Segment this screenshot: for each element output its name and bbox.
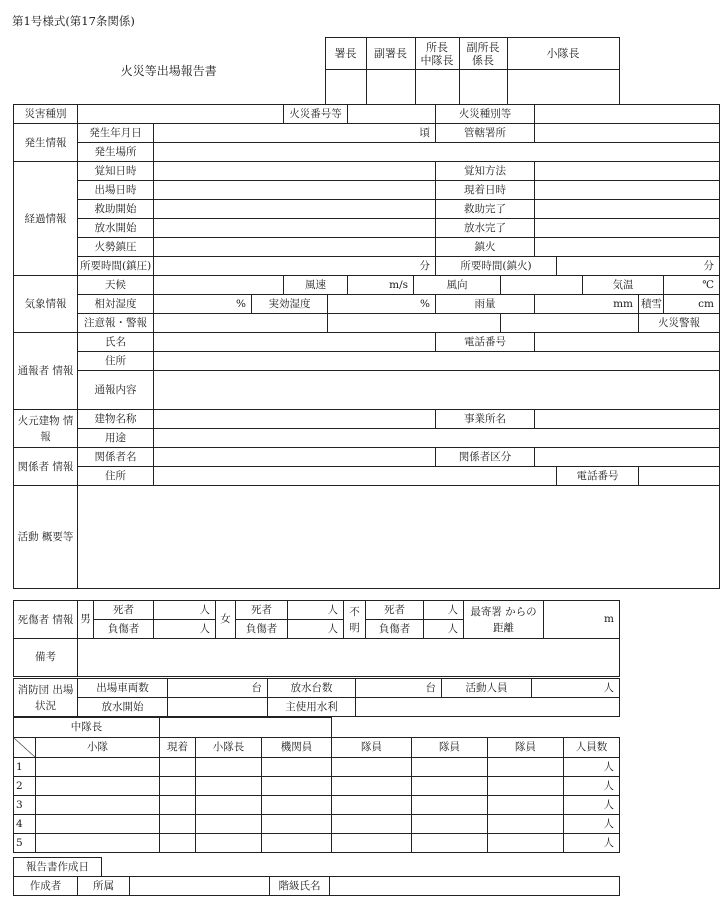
corps-water-source-field[interactable] bbox=[356, 698, 620, 717]
units-header-7: 人員数 bbox=[564, 738, 620, 758]
rel-humidity-field[interactable]: % bbox=[154, 295, 252, 314]
corps-pumps-field[interactable]: 台 bbox=[356, 679, 442, 698]
unit-cell-field[interactable] bbox=[36, 815, 160, 834]
reporter-section-label: 通報者 情報 bbox=[14, 333, 78, 410]
rainfall-field[interactable]: mm bbox=[535, 295, 639, 314]
unit-cell-field[interactable] bbox=[488, 758, 564, 777]
rescue-end-field[interactable] bbox=[535, 200, 720, 219]
female-dead-label: 死者 bbox=[236, 601, 288, 620]
stamp-label-deputy-chief: 副署長 bbox=[366, 38, 415, 70]
wind-direction-field[interactable] bbox=[501, 276, 583, 295]
unit-cell-field[interactable] bbox=[262, 815, 332, 834]
stamp-label-station-head: 所長 中隊長 bbox=[415, 38, 459, 70]
wind-speed-field[interactable]: m/s bbox=[348, 276, 414, 295]
stamp-label-deputy-station-head: 副所長 係長 bbox=[459, 38, 507, 70]
office-name-field[interactable] bbox=[535, 410, 720, 429]
corps-members-field[interactable]: 人 bbox=[532, 679, 620, 698]
distance-field[interactable]: m bbox=[544, 601, 620, 639]
unit-row bbox=[14, 834, 620, 853]
unit-cell-field[interactable] bbox=[262, 834, 332, 853]
unit-cell-field[interactable] bbox=[196, 777, 262, 796]
related-party-name-field[interactable] bbox=[154, 448, 436, 467]
unit-row bbox=[14, 796, 620, 815]
unit-headcount-field[interactable]: 人 bbox=[564, 758, 620, 777]
report-title: 火災等出場報告書 bbox=[120, 63, 217, 78]
eff-humidity-label: 実効湿度 bbox=[252, 295, 328, 314]
reporter-phone-label: 電話番号 bbox=[436, 333, 535, 352]
unit-cell-field[interactable] bbox=[196, 834, 262, 853]
unknown-dead-field[interactable]: 人 bbox=[424, 601, 464, 620]
related-party-address-field[interactable] bbox=[154, 467, 557, 486]
rank-name-label: 階級氏名 bbox=[270, 877, 330, 896]
temperature-field[interactable]: ℃ bbox=[664, 276, 720, 295]
fire-number-label: 火災番号等 bbox=[284, 105, 348, 124]
related-party-phone-label: 電話番号 bbox=[557, 467, 639, 486]
female-label: 女 bbox=[216, 601, 236, 639]
awareness-time-field[interactable] bbox=[154, 162, 436, 181]
arrival-time-label: 現着日時 bbox=[436, 181, 535, 200]
units-table bbox=[13, 717, 620, 853]
fire-corps-table bbox=[13, 678, 620, 717]
unit-cell-field[interactable] bbox=[412, 815, 488, 834]
female-dead-field[interactable]: 人 bbox=[288, 601, 344, 620]
unit-row-number: 3 bbox=[14, 796, 36, 815]
weather-label: 天候 bbox=[78, 276, 154, 295]
unit-cell-field[interactable] bbox=[160, 777, 196, 796]
awareness-method-label: 覚知方法 bbox=[436, 162, 535, 181]
time-to-control-label: 所要時間(鎮圧) bbox=[78, 257, 154, 276]
units-header-3: 機関員 bbox=[262, 738, 332, 758]
report-content-label: 通報内容 bbox=[78, 371, 154, 410]
rainfall-label: 雨量 bbox=[436, 295, 535, 314]
unit-cell-field[interactable] bbox=[412, 777, 488, 796]
units-header-6: 隊員 bbox=[488, 738, 564, 758]
disaster-type-label: 災害種別 bbox=[14, 105, 78, 124]
unit-cell-field[interactable] bbox=[262, 777, 332, 796]
water-end-field[interactable] bbox=[535, 219, 720, 238]
casualty-section-label: 死傷者 情報 bbox=[14, 601, 78, 639]
wind-speed-label: 風速 bbox=[284, 276, 348, 295]
fire-control-field[interactable] bbox=[154, 238, 436, 257]
unit-cell-field[interactable] bbox=[160, 758, 196, 777]
stamp-box-deputy-station-head[interactable] bbox=[459, 70, 507, 105]
diagonal-header-cell bbox=[14, 738, 36, 758]
occurrence-datetime-label: 発生年月日 bbox=[78, 124, 154, 143]
rank-name-field[interactable] bbox=[330, 877, 620, 896]
unknown-dead-label: 死者 bbox=[366, 601, 424, 620]
jurisdiction-label: 管轄署所 bbox=[436, 124, 535, 143]
units-header-0: 小隊 bbox=[36, 738, 160, 758]
corps-water-start-field[interactable] bbox=[168, 698, 268, 717]
male-injured-field[interactable]: 人 bbox=[154, 620, 216, 639]
unknown-injured-label: 負傷者 bbox=[366, 620, 424, 639]
company-leader-label: 中隊長 bbox=[14, 718, 160, 738]
reporter-name-label: 氏名 bbox=[78, 333, 154, 352]
extinguished-label: 鎮火 bbox=[436, 238, 535, 257]
advisory-label: 注意報・警報 bbox=[78, 314, 154, 333]
related-party-category-label: 関係者区分 bbox=[436, 448, 535, 467]
male-injured-label: 負傷者 bbox=[94, 620, 154, 639]
building-name-field[interactable] bbox=[154, 410, 436, 429]
report-footer-table bbox=[13, 857, 620, 877]
building-use-field[interactable] bbox=[154, 429, 720, 448]
water-start-label: 放水開始 bbox=[78, 219, 154, 238]
main-form-table bbox=[13, 104, 720, 589]
jurisdiction-field[interactable] bbox=[535, 124, 720, 143]
advisory-field-3[interactable] bbox=[501, 314, 639, 333]
activity-summary-field[interactable] bbox=[78, 486, 720, 589]
unit-row-number: 4 bbox=[14, 815, 36, 834]
units-header-4: 隊員 bbox=[332, 738, 412, 758]
remarks-label: 備考 bbox=[14, 639, 78, 677]
female-injured-field[interactable]: 人 bbox=[288, 620, 344, 639]
unit-cell-field[interactable] bbox=[160, 834, 196, 853]
casualty-table bbox=[13, 600, 620, 677]
stamp-box-deputy-chief[interactable] bbox=[366, 70, 415, 105]
fire-number-field[interactable] bbox=[348, 105, 436, 124]
male-label: 男 bbox=[78, 601, 94, 639]
female-injured-label: 負傷者 bbox=[236, 620, 288, 639]
unit-cell-field[interactable] bbox=[262, 758, 332, 777]
unit-headcount-field[interactable]: 人 bbox=[564, 834, 620, 853]
affiliation-field[interactable] bbox=[130, 877, 270, 896]
author-table bbox=[13, 876, 620, 896]
unit-cell-field[interactable] bbox=[332, 777, 412, 796]
company-leader-field[interactable] bbox=[160, 718, 332, 738]
reporter-address-label: 住所 bbox=[78, 352, 154, 371]
unit-cell-field[interactable] bbox=[160, 796, 196, 815]
form-code: 第1号様式(第17条関係) bbox=[12, 14, 135, 28]
unit-cell-field[interactable] bbox=[36, 796, 160, 815]
progress-section-label: 経過情報 bbox=[14, 162, 78, 276]
male-dead-label: 死者 bbox=[94, 601, 154, 620]
awareness-method-field[interactable] bbox=[535, 162, 720, 181]
unit-cell-field[interactable] bbox=[332, 796, 412, 815]
unit-headcount-field[interactable]: 人 bbox=[564, 815, 620, 834]
awareness-time-label: 覚知日時 bbox=[78, 162, 154, 181]
unit-cell-field[interactable] bbox=[332, 758, 412, 777]
eff-humidity-field[interactable]: % bbox=[328, 295, 436, 314]
dispatch-time-label: 出場日時 bbox=[78, 181, 154, 200]
related-party-phone-field[interactable] bbox=[639, 467, 720, 486]
advisory-field-1[interactable] bbox=[154, 314, 328, 333]
unit-row bbox=[14, 777, 620, 796]
fire-type-label: 火災種別等 bbox=[436, 105, 535, 124]
rel-humidity-label: 相対湿度 bbox=[78, 295, 154, 314]
unit-headcount-field[interactable]: 人 bbox=[564, 796, 620, 815]
unit-row-number: 2 bbox=[14, 777, 36, 796]
snow-field[interactable]: cm bbox=[664, 295, 720, 314]
stamp-box-station-head[interactable] bbox=[415, 70, 459, 105]
unit-row bbox=[14, 758, 620, 777]
report-date-label: 報告書作成日 bbox=[14, 858, 102, 877]
fire-type-field[interactable] bbox=[535, 105, 720, 124]
related-party-section-label: 関係者 情報 bbox=[14, 448, 78, 486]
unknown-label: 不 明 bbox=[344, 601, 366, 639]
origin-building-section-label: 火元建物 情報 bbox=[14, 410, 78, 448]
unit-row bbox=[14, 815, 620, 834]
unit-row-number: 1 bbox=[14, 758, 36, 777]
weather-field[interactable] bbox=[154, 276, 284, 295]
extinguished-field[interactable] bbox=[535, 238, 720, 257]
reporter-address-field[interactable] bbox=[154, 352, 720, 371]
activity-section-label: 活動 概要等 bbox=[14, 486, 78, 589]
corps-water-start-label: 放水開始 bbox=[78, 698, 168, 717]
advisory-field-2[interactable] bbox=[328, 314, 501, 333]
related-party-name-label: 関係者名 bbox=[78, 448, 154, 467]
unit-cell-field[interactable] bbox=[160, 815, 196, 834]
occurrence-section-label: 発生情報 bbox=[14, 124, 78, 162]
office-name-label: 事業所名 bbox=[436, 410, 535, 429]
units-header-1: 現着 bbox=[160, 738, 196, 758]
water-end-label: 放水完了 bbox=[436, 219, 535, 238]
fire-corps-section-label: 消防団 出場状況 bbox=[14, 679, 78, 717]
unit-cell-field[interactable] bbox=[412, 796, 488, 815]
blank-cell bbox=[332, 718, 620, 738]
temperature-label: 気温 bbox=[583, 276, 664, 295]
unknown-injured-field[interactable]: 人 bbox=[424, 620, 464, 639]
reporter-name-field[interactable] bbox=[154, 333, 436, 352]
corps-water-source-label: 主使用水利 bbox=[268, 698, 356, 717]
reporter-phone-field[interactable] bbox=[535, 333, 720, 352]
stamp-box-chief[interactable] bbox=[325, 70, 366, 105]
time-to-extinguish-label: 所要時間(鎮火) bbox=[436, 257, 557, 276]
unit-cell-field[interactable] bbox=[262, 796, 332, 815]
occurrence-datetime-field[interactable]: 頃 bbox=[154, 124, 436, 143]
occurrence-place-field[interactable] bbox=[154, 143, 720, 162]
distance-label: 最寄署 からの距離 bbox=[464, 601, 544, 639]
corps-pumps-label: 放水台数 bbox=[268, 679, 356, 698]
remarks-field[interactable] bbox=[78, 639, 620, 677]
related-party-category-field[interactable] bbox=[535, 448, 720, 467]
stamp-box-platoon-leader[interactable] bbox=[507, 70, 619, 105]
building-name-label: 建物名称 bbox=[78, 410, 154, 429]
unit-cell-field[interactable] bbox=[488, 796, 564, 815]
occurrence-place-label: 発生場所 bbox=[78, 143, 154, 162]
unit-cell-field[interactable] bbox=[488, 815, 564, 834]
arrival-time-field[interactable] bbox=[535, 181, 720, 200]
unit-cell-field[interactable] bbox=[36, 834, 160, 853]
weather-section-label: 気象情報 bbox=[14, 276, 78, 333]
snow-label: 積雪 bbox=[639, 295, 664, 314]
unit-cell-field[interactable] bbox=[196, 815, 262, 834]
building-use-label: 用途 bbox=[78, 429, 154, 448]
unit-cell-field[interactable] bbox=[36, 777, 160, 796]
related-party-address-label: 住所 bbox=[78, 467, 154, 486]
rescue-start-label: 救助開始 bbox=[78, 200, 154, 219]
unit-cell-field[interactable] bbox=[488, 777, 564, 796]
corps-members-label: 活動人員 bbox=[442, 679, 532, 698]
fire-warning-label: 火災警報 bbox=[639, 314, 720, 333]
unit-headcount-field[interactable]: 人 bbox=[564, 777, 620, 796]
header-approval-table bbox=[13, 37, 620, 105]
disaster-type-field[interactable] bbox=[78, 105, 284, 124]
corps-vehicles-label: 出場車両数 bbox=[78, 679, 168, 698]
time-to-extinguish-field[interactable]: 分 bbox=[557, 257, 720, 276]
report-date-field[interactable] bbox=[102, 858, 620, 877]
unit-cell-field[interactable] bbox=[36, 758, 160, 777]
dispatch-time-field[interactable] bbox=[154, 181, 436, 200]
rescue-end-label: 救助完了 bbox=[436, 200, 535, 219]
wind-direction-label: 風向 bbox=[414, 276, 501, 295]
unit-row-number: 5 bbox=[14, 834, 36, 853]
water-start-field[interactable] bbox=[154, 219, 436, 238]
author-label: 作成者 bbox=[14, 877, 78, 896]
unit-cell-field[interactable] bbox=[196, 796, 262, 815]
unit-cell-field[interactable] bbox=[488, 834, 564, 853]
units-header-2: 小隊長 bbox=[196, 738, 262, 758]
time-to-control-field[interactable]: 分 bbox=[154, 257, 436, 276]
unit-cell-field[interactable] bbox=[332, 834, 412, 853]
stamp-label-platoon-leader: 小隊長 bbox=[507, 38, 619, 70]
affiliation-label: 所属 bbox=[78, 877, 130, 896]
unit-cell-field[interactable] bbox=[196, 758, 262, 777]
corps-vehicles-field[interactable]: 台 bbox=[168, 679, 268, 698]
fire-control-label: 火勢鎮圧 bbox=[78, 238, 154, 257]
unit-cell-field[interactable] bbox=[412, 834, 488, 853]
stamp-label-chief: 署長 bbox=[325, 38, 366, 70]
units-header-5: 隊員 bbox=[412, 738, 488, 758]
male-dead-field[interactable]: 人 bbox=[154, 601, 216, 620]
unit-cell-field[interactable] bbox=[332, 815, 412, 834]
unit-cell-field[interactable] bbox=[412, 758, 488, 777]
rescue-start-field[interactable] bbox=[154, 200, 436, 219]
report-content-field[interactable] bbox=[154, 371, 720, 410]
